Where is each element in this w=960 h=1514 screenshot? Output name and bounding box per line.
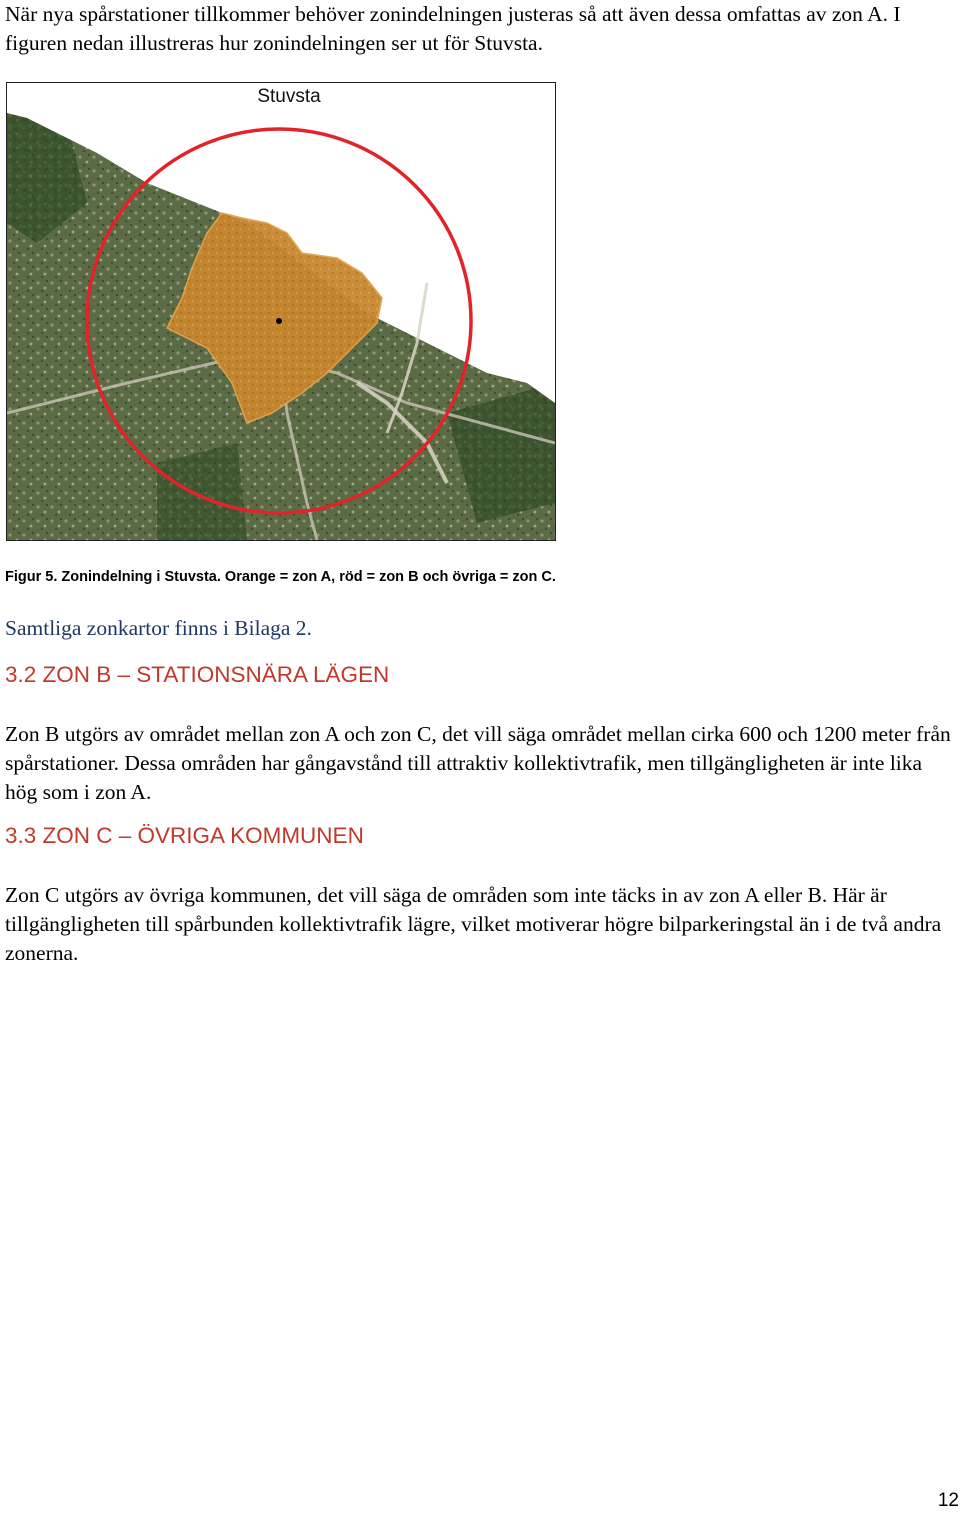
- section-paragraph-zone-c: Zon C utgörs av övriga kommunen, det vill säga de områden som inte täcks in av zon A eller B. Här är tillgängligheten till spårbunden kollektivtrafik lägre, vilket motiverar högre bilparkeringstal än i de två andra zonerna.: [5, 883, 942, 965]
- appendix-note: Samtliga zonkartor finns i Bilaga 2.: [5, 616, 312, 640]
- figure-caption: Figur 5. Zonindelning i Stuvsta. Orange = zon A, röd = zon B och övriga = zon C.: [5, 569, 556, 585]
- section-heading-zone-b: 3.2 ZON B – STATIONSNÄRA LÄGEN: [5, 662, 390, 687]
- station-marker: [276, 318, 282, 324]
- section-heading-zone-c: 3.3 ZON C – ÖVRIGA KOMMUNEN: [5, 823, 364, 848]
- intro-paragraph: När nya spårstationer tillkommer behöver zonindelningen justeras så att även dessa omfattas av zon A. I figuren nedan illustreras hur zonindelningen ser ut för Stuvsta.: [5, 2, 901, 55]
- zone-map-image: [7, 83, 555, 540]
- map-title: Stuvsta: [257, 86, 321, 107]
- zone-map-figure: [6, 82, 556, 541]
- page-number: 12: [937, 1490, 959, 1511]
- section-paragraph-zone-b: Zon B utgörs av området mellan zon A och zon C, det vill säga området mellan cirka 600 och 1200 meter från spårstationer. Dessa områden har gångavstånd till attraktiv kollektivtrafik, men tillgängligheten är inte lika hög som i zon A.: [5, 722, 951, 804]
